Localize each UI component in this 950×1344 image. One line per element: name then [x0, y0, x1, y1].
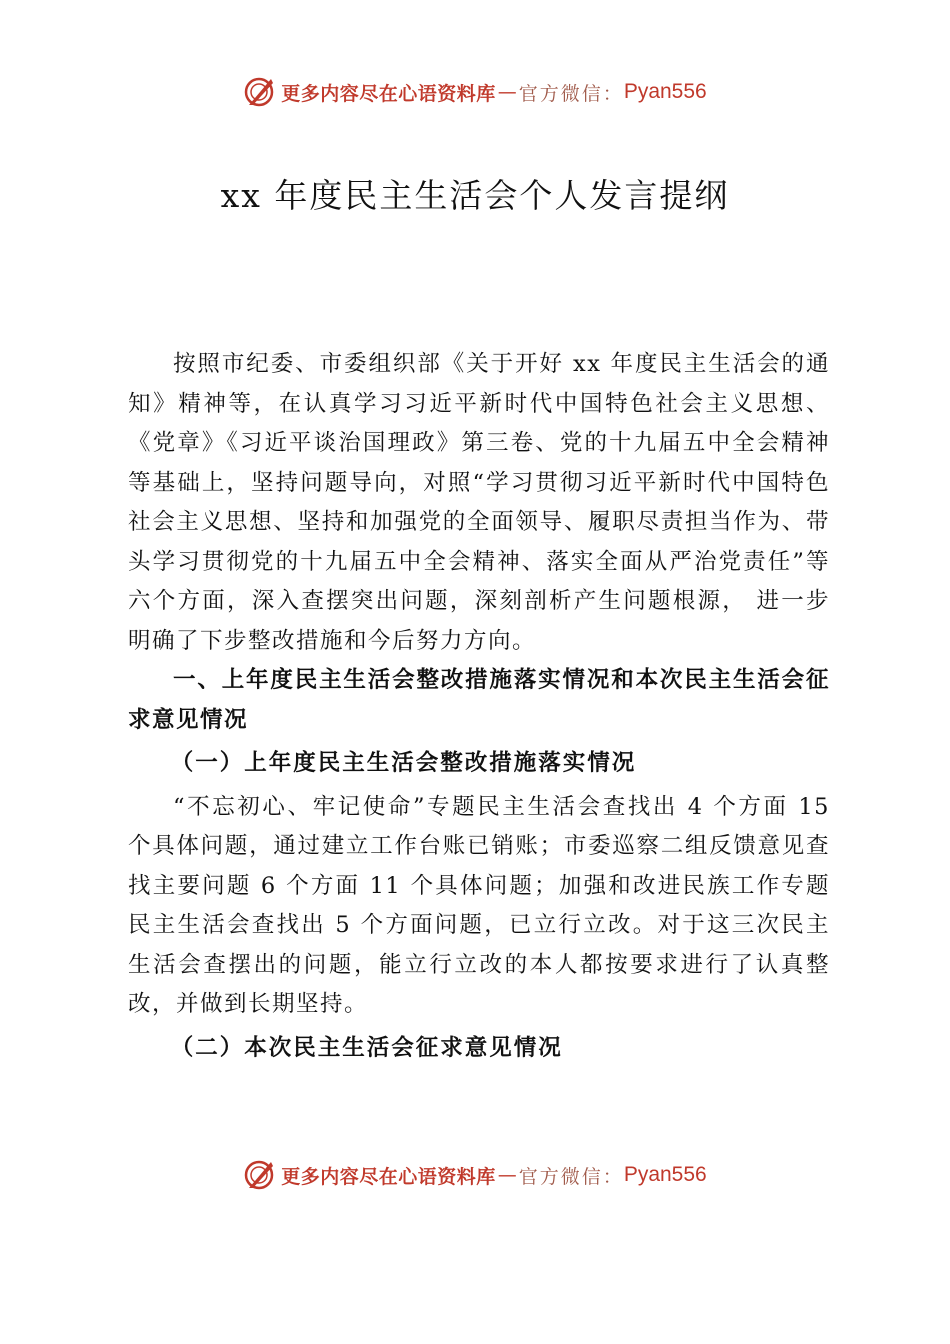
banner-dash: —	[497, 81, 517, 103]
banner-official-label: 官方微信：	[518, 82, 624, 105]
subsection-1-paragraph: “不忘初心、牢记使命”专题民主生活会查找出 4 个方面 15 个具体问题，通过建立工作台账已销账；市委巡察二组反馈意见查找主要问题 6 个方面 11 个具体问题；加强和改进民族工作专题民主生活会查找出 5 个方面问题，已立行立改。对于这三次民主生活会查摆出的问题，能立行立改的本人都按要求进行了认真整改，并做到长期坚持。	[128, 793, 830, 1017]
header-watermark-banner	[0, 72, 950, 112]
document-title: xx 年度民主生活会个人发言提纲	[220, 176, 730, 215]
section-1-heading: 一、上年度民主生活会整改措施落实情况和本次民主生活会征求意见情况	[128, 667, 830, 733]
quill-seal-icon	[243, 1158, 277, 1192]
intro-paragraph: 按照市纪委、市委组织部《关于开好 xx 年度民主生活会的通知》精神等，在认真学习习近平新时代中国特色社会主义思想、《党章》《习近平谈治国理政》第三卷、党的十九届五中全会精神等基础上，坚持问题导向，对照“学习贯彻习近平新时代中国特色社会主义思想、坚持和加强党的全面领导、履职尽责担当作为、带头学习贯彻党的十九届五中全会精神、落实全面从严治党责任”等六个方面，深入查摆突出问题，深刻剖析产生问题根源， 进一步明确了下步整改措施和今后努力方向。	[128, 351, 830, 654]
banner-wechat-id: Pyan556	[623, 1163, 707, 1186]
document-body	[128, 345, 830, 1068]
quill-seal-icon	[243, 75, 277, 109]
subsection-1-heading: （一）上年度民主生活会整改措施落实情况	[170, 750, 637, 776]
banner-brand-text: 更多内容尽在心语资料库	[281, 82, 496, 105]
banner-dash: —	[497, 1164, 517, 1186]
subsection-2-heading: （二）本次民主生活会征求意见情况	[170, 1034, 563, 1061]
banner-official-label: 官方微信：	[518, 1165, 624, 1188]
footer-watermark-banner	[0, 1155, 950, 1195]
banner-brand-text: 更多内容尽在心语资料库	[281, 1165, 496, 1188]
banner-wechat-id: Pyan556	[623, 80, 707, 103]
